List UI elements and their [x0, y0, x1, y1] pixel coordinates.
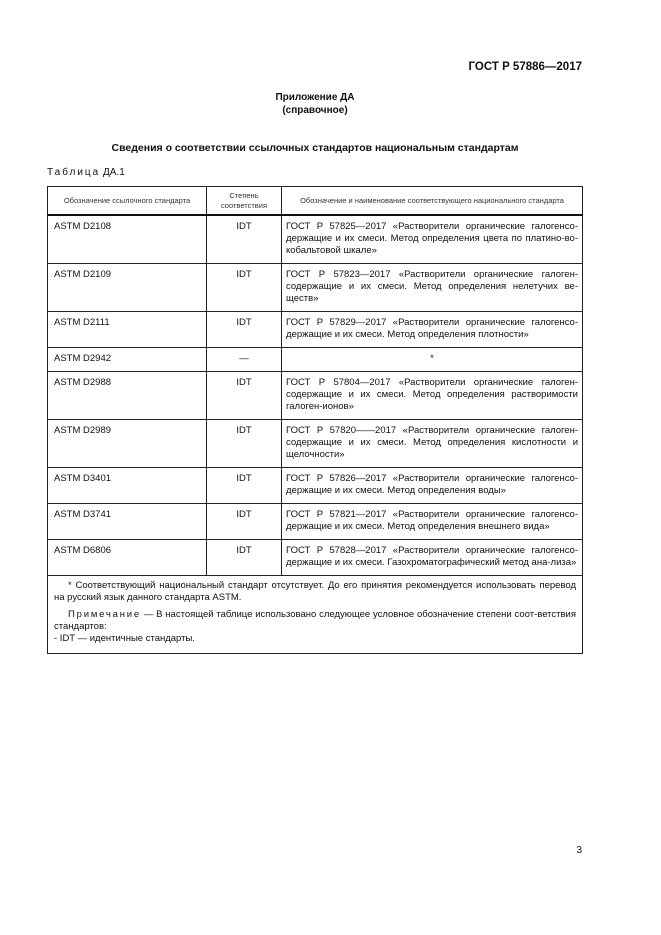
- national-standard-cell: ГОСТ Р 57804—2017 «Растворители органические галоген-содержащие и их смеси. Метод определения растворимости галоген-ионов»: [282, 372, 583, 420]
- national-standard-cell: ГОСТ Р 57826—2017 «Растворители органические галогенсо-держащие и их смеси. Метод определения воды»: [282, 468, 583, 504]
- table-row: [48, 215, 583, 264]
- national-standard-cell: ГОСТ Р 57828—2017 «Растворители органические галогенсо-держащие и их смеси. Газохроматографический метод ана-лиза»: [282, 540, 583, 576]
- national-standard-cell: ГОСТ Р 57820——2017 «Растворители органические галоген-содержащие и их смеси. Метод определения кислотности и щелочности»: [282, 420, 583, 468]
- table-caption: [47, 167, 125, 178]
- footnote: * Соответствующий национальный стандарт отсутствует. До его принятия рекомендуется использовать перевод на русский язык данного стандарта ASTM.: [54, 580, 576, 603]
- column-header-reference: Обозначение ссылочного стандарта: [48, 187, 207, 216]
- reference-cell: ASTM D2109: [48, 264, 207, 312]
- table-row: [48, 348, 583, 372]
- table-notes-cell: [48, 576, 583, 654]
- page-number: 3: [576, 845, 582, 856]
- national-standard-cell: ГОСТ Р 57825—2017 «Растворители органические галогенсо-держащие и их смеси. Метод определения цвета по платино-во-кобальтовой шкале»: [282, 215, 583, 264]
- degree-cell: IDT: [207, 504, 282, 540]
- table-row: [48, 264, 583, 312]
- column-header-degree: Степень соответствия: [207, 187, 282, 216]
- appendix-block: [0, 91, 630, 117]
- appendix-title: Приложение ДА: [275, 92, 355, 103]
- table-row: [48, 420, 583, 468]
- section-heading: Сведения о соответствии ссылочных стандартов национальным стандартам: [111, 142, 519, 154]
- column-header-national: Обозначение и наименование соответствующего национального стандарта: [282, 187, 583, 216]
- degree-cell: IDT: [207, 468, 282, 504]
- reference-cell: ASTM D3401: [48, 468, 207, 504]
- national-standard-cell: ГОСТ Р 57821—2017 «Растворители органические галогенсо-держащие и их смеси. Метод определения внешнего вида»: [282, 504, 583, 540]
- degree-cell: IDT: [207, 540, 282, 576]
- degree-cell: —: [207, 348, 282, 372]
- national-standard-cell: ГОСТ Р 57829—2017 «Растворители органические галогенсо-держащие и их смеси. Метод определения плотности»: [282, 312, 583, 348]
- table-header-row: [48, 187, 583, 216]
- document-code: ГОСТ Р 57886—2017: [468, 61, 582, 73]
- degree-cell: IDT: [207, 372, 282, 420]
- reference-cell: ASTM D3741: [48, 504, 207, 540]
- reference-cell: ASTM D2942: [48, 348, 207, 372]
- note-label: Примечание: [68, 609, 141, 620]
- degree-cell: IDT: [207, 264, 282, 312]
- appendix-subtitle: (справочное): [282, 105, 348, 116]
- table-notes-row: [48, 576, 583, 654]
- table-row: [48, 504, 583, 540]
- reference-cell: ASTM D2108: [48, 215, 207, 264]
- note-list-item: - IDT — идентичные стандарты.: [54, 633, 195, 644]
- table-row: [48, 312, 583, 348]
- note-text: — В настоящей таблице использовано следующее условное обозначение степени соот-ветствия стандартов:: [54, 609, 577, 632]
- national-standard-cell: ГОСТ Р 57823—2017 «Растворители органические галоген-содержащие и их смеси. Метод определения нелетучих ве-ществ»: [282, 264, 583, 312]
- table-caption-label: Таблица: [47, 167, 101, 178]
- table-row: [48, 468, 583, 504]
- table-row: [48, 540, 583, 576]
- degree-cell: IDT: [207, 420, 282, 468]
- reference-cell: ASTM D2989: [48, 420, 207, 468]
- national-standard-cell: *: [282, 348, 583, 372]
- table-row: [48, 372, 583, 420]
- note: [54, 609, 576, 633]
- table-caption-number: ДА.1: [103, 167, 125, 178]
- degree-cell: IDT: [207, 312, 282, 348]
- reference-cell: ASTM D2988: [48, 372, 207, 420]
- reference-cell: ASTM D6806: [48, 540, 207, 576]
- reference-cell: ASTM D2111: [48, 312, 207, 348]
- correspondence-table: [47, 186, 583, 654]
- degree-cell: IDT: [207, 215, 282, 264]
